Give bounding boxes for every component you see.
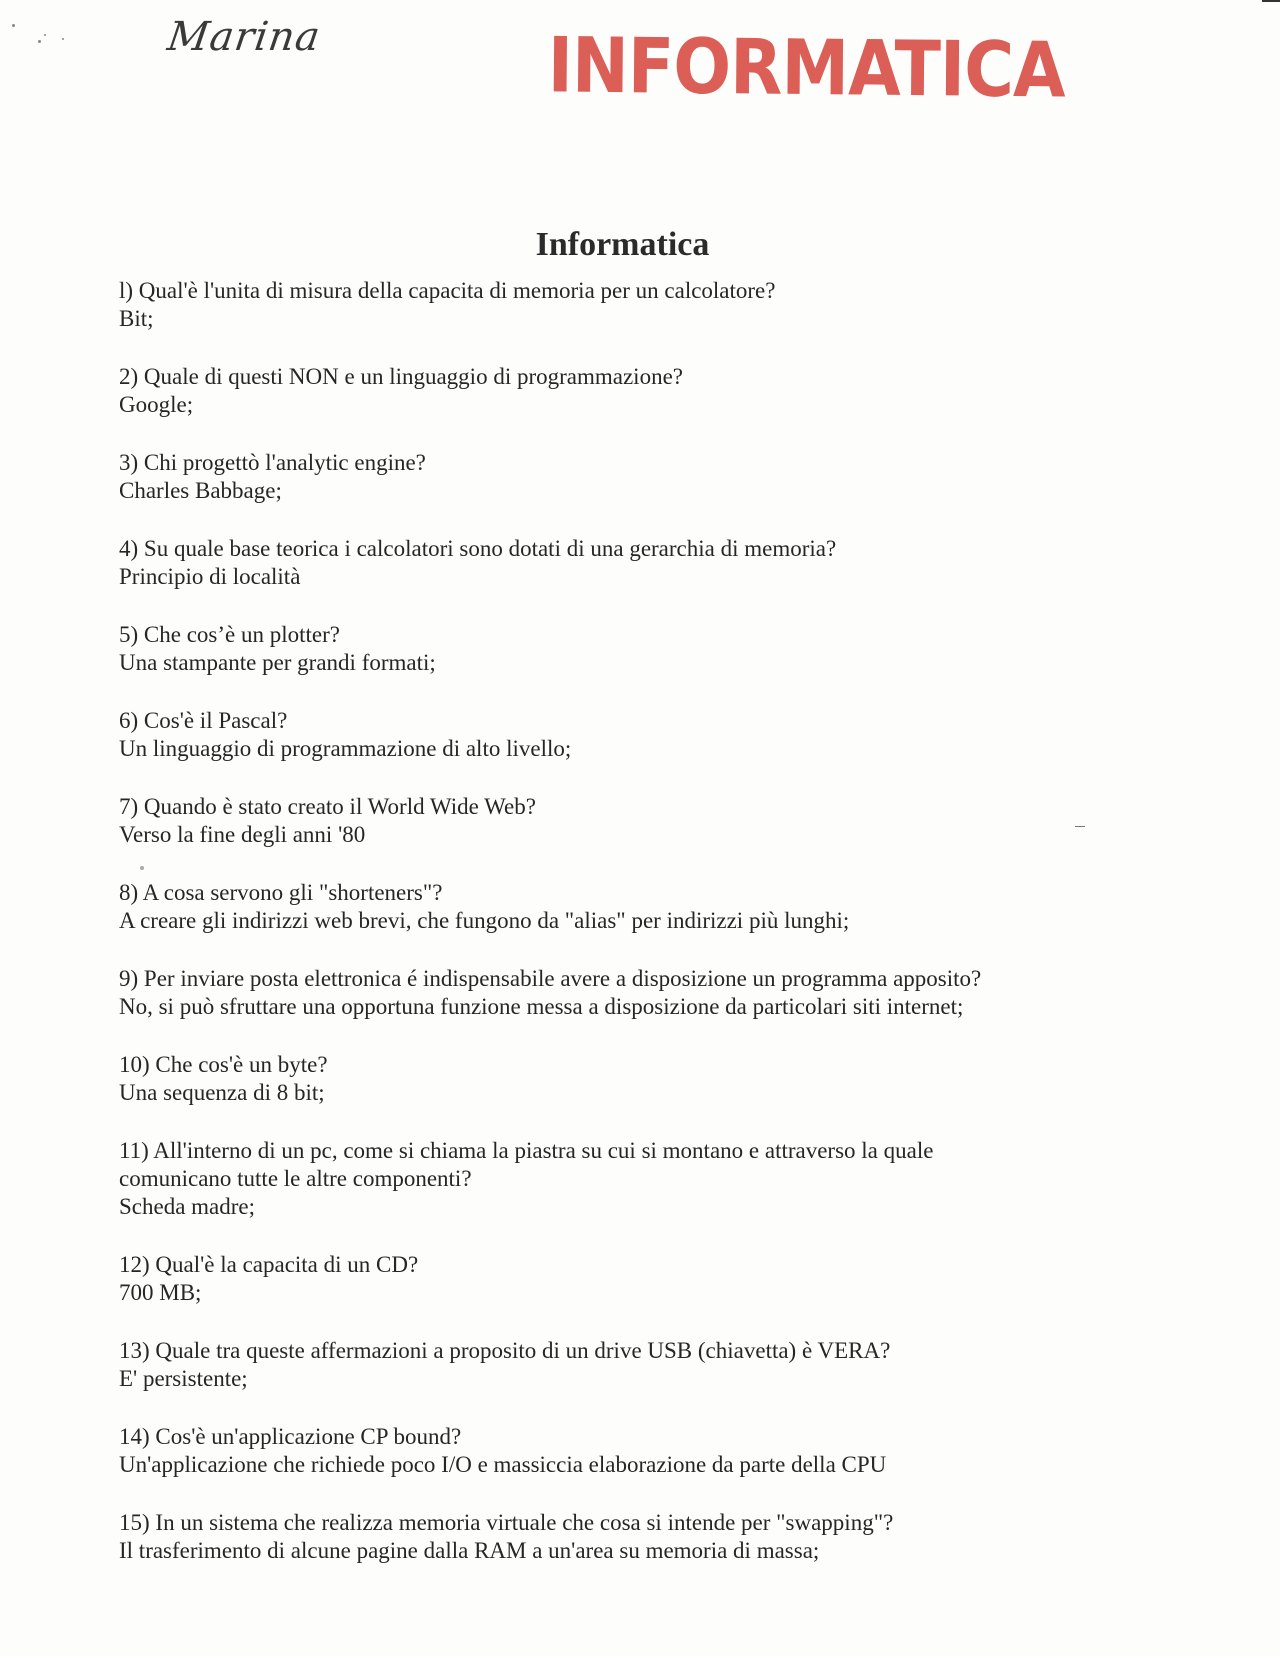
answer: Principio di località (119, 564, 301, 589)
question: 2) Quale di questi NON e un linguaggio di programmazione? (119, 364, 683, 389)
speck (62, 38, 64, 40)
qa-item-8 (119, 879, 1119, 935)
question: l) Qual'è l'unita di misura della capacita di memoria per un calcolatore? (119, 278, 776, 303)
answer: Verso la fine degli anni '80 (119, 822, 366, 847)
answer: Bit; (119, 306, 154, 331)
stray-speck (140, 866, 144, 870)
answer: Un'applicazione che richiede poco I/O e massiccia elaborazione da parte della CPU (119, 1452, 887, 1477)
question: 9) Per inviare posta elettronica é indispensabile avere a disposizione un programma apposito? (119, 966, 982, 991)
question-answer-list (119, 277, 1119, 1595)
qa-item-10 (119, 1051, 1119, 1107)
qa-item-4 (119, 535, 1119, 591)
question: 6) Cos'è il Pascal? (119, 708, 288, 733)
handwritten-red-title: INFORMATICA (547, 22, 1066, 116)
stray-pen-mark (1075, 826, 1085, 827)
qa-item-7 (119, 793, 1119, 849)
answer: Un linguaggio di programmazione di alto livello; (119, 736, 572, 761)
question: 3) Chi progettò l'analytic engine? (119, 450, 426, 475)
qa-item-6 (119, 707, 1119, 763)
answer: 700 MB; (119, 1280, 202, 1305)
question: 5) Che cos’è un plotter? (119, 622, 340, 647)
page-title: Informatica (535, 225, 710, 263)
question: 7) Quando è stato creato il World Wide Web? (119, 794, 536, 819)
answer: A creare gli indirizzi web brevi, che fungono da "alias" per indirizzi più lunghi; (119, 908, 850, 933)
qa-item-2 (119, 363, 1119, 419)
question: 10) Che cos'è un byte? (119, 1052, 328, 1077)
qa-item-5 (119, 621, 1119, 677)
qa-item-1 (119, 277, 1119, 333)
question: 11) All'interno di un pc, come si chiama la piastra su cui si montano e attraverso la quale comunicano tutte le altre componenti? (119, 1138, 934, 1191)
qa-item-14 (119, 1423, 1119, 1479)
scan-edge-mark (1262, 0, 1280, 2)
speck (38, 40, 41, 43)
scan-specks (10, 22, 80, 52)
qa-item-12 (119, 1251, 1119, 1307)
answer: E' persistente; (119, 1366, 248, 1391)
speck (12, 24, 15, 27)
qa-item-9 (119, 965, 1119, 1021)
answer: No, si può sfruttare una opportuna funzione messa a disposizione da particolari siti internet; (119, 994, 964, 1019)
answer: Scheda madre; (119, 1194, 256, 1219)
question: 14) Cos'è un'applicazione CP bound? (119, 1424, 462, 1449)
question: 8) A cosa servono gli "shorteners"? (119, 880, 443, 905)
handwritten-signature: Marina (164, 14, 324, 60)
qa-item-13 (119, 1337, 1119, 1393)
answer: Google; (119, 392, 194, 417)
speck (44, 34, 46, 36)
answer: Una sequenza di 8 bit; (119, 1080, 325, 1105)
qa-item-11 (119, 1137, 1119, 1221)
answer: Charles Babbage; (119, 478, 282, 503)
answer: Una stampante per grandi formati; (119, 650, 436, 675)
question: 4) Su quale base teorica i calcolatori sono dotati di una gerarchia di memoria? (119, 536, 837, 561)
question: 15) In un sistema che realizza memoria virtuale che cosa si intende per "swapping"? (119, 1510, 894, 1535)
answer: Il trasferimento di alcune pagine dalla RAM a un'area su memoria di massa; (119, 1538, 820, 1563)
qa-item-3 (119, 449, 1119, 505)
qa-item-15 (119, 1509, 1119, 1565)
question: 13) Quale tra queste affermazioni a proposito di un drive USB (chiavetta) è VERA? (119, 1338, 891, 1363)
question: 12) Qual'è la capacita di un CD? (119, 1252, 419, 1277)
